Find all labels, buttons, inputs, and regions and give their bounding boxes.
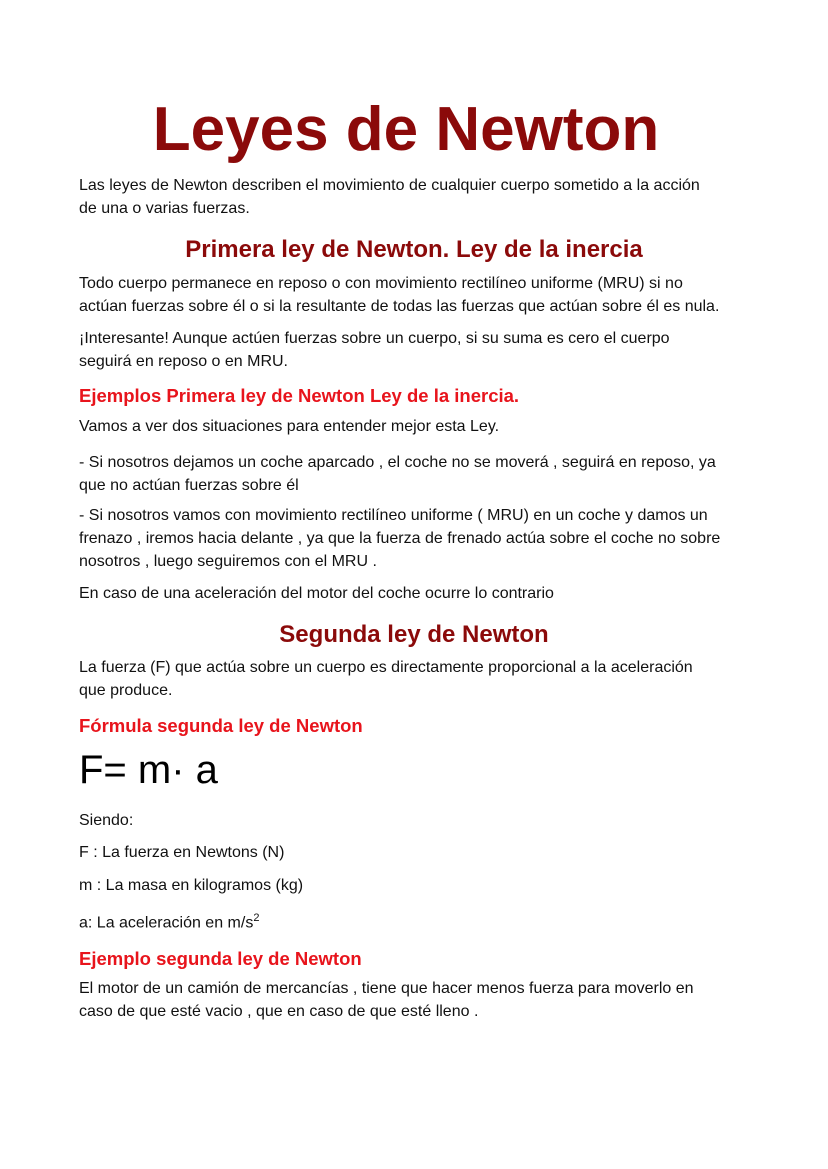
formula: F= m· a bbox=[79, 748, 218, 792]
text-line: F : La fuerza en Newtons (N) bbox=[79, 844, 285, 861]
text-line: Las leyes de Newton describen el movimiento de cualquier cuerpo sometido a la acción bbox=[79, 177, 700, 194]
paragraph bbox=[79, 415, 499, 438]
text-line bbox=[79, 907, 259, 934]
paragraph bbox=[79, 272, 719, 318]
text-line: m : La masa en kilogramos (kg) bbox=[79, 877, 304, 894]
text-line: caso de que esté vacio , que en caso de que esté lleno . bbox=[79, 1003, 479, 1020]
paragraph bbox=[79, 327, 670, 373]
text-line: de una o varias fuerzas. bbox=[79, 200, 250, 217]
text-line: Siendo: bbox=[79, 812, 134, 829]
definition-f bbox=[79, 841, 284, 864]
heading-ejemplo-segunda: Ejemplo segunda ley de Newton bbox=[79, 948, 362, 969]
heading-segunda-ley: Segunda ley de Newton bbox=[279, 621, 549, 648]
intro-paragraph bbox=[79, 174, 700, 220]
definition-a-text: a: La aceleración en m/s bbox=[79, 914, 254, 932]
paragraph bbox=[79, 582, 554, 605]
text-line: Vamos a ver dos situaciones para entender mejor esta Ley. bbox=[79, 418, 500, 435]
text-line: En caso de una aceleración del motor del coche ocurre lo contrario bbox=[79, 585, 554, 602]
heading-ejemplos-primera: Ejemplos Primera ley de Newton Ley de la inercia. bbox=[79, 385, 520, 406]
text-line: seguirá en reposo o en MRU. bbox=[79, 353, 288, 370]
text-line: que produce. bbox=[79, 682, 173, 699]
superscript: 2 bbox=[253, 912, 260, 924]
paragraph bbox=[79, 809, 133, 832]
text-line: frenazo , iremos hacia delante , ya que la fuerza de frenado actúa sobre el coche no sobre bbox=[79, 530, 721, 547]
paragraph bbox=[79, 504, 720, 573]
definition-a bbox=[79, 907, 259, 934]
text-line: - Si nosotros dejamos un coche aparcado , el coche no se moverá , seguirá en reposo, ya bbox=[79, 454, 716, 471]
paragraph bbox=[79, 656, 693, 702]
text-line: Todo cuerpo permanece en reposo o con movimiento rectilíneo uniforme (MRU) si no bbox=[79, 275, 683, 292]
heading-primera-ley: Primera ley de Newton. Ley de la inercia bbox=[185, 236, 643, 263]
text-line: nosotros , luego seguiremos con el MRU . bbox=[79, 553, 377, 570]
text-line: ¡Interesante! Aunque actúen fuerzas sobre un cuerpo, si su suma es cero el cuerpo bbox=[79, 330, 670, 347]
heading-formula: Fórmula segunda ley de Newton bbox=[79, 715, 363, 736]
definition-m bbox=[79, 874, 303, 897]
page-title: Leyes de Newton bbox=[152, 95, 660, 164]
text-line: La fuerza (F) que actúa sobre un cuerpo es directamente proporcional a la aceleración bbox=[79, 659, 693, 676]
text-line: actúan fuerzas sobre él o si la resultante de todas las fuerzas que actúan sobre él es nula. bbox=[79, 298, 720, 315]
paragraph bbox=[79, 451, 716, 497]
text-line: - Si nosotros vamos con movimiento rectilíneo uniforme ( MRU) en un coche y damos un bbox=[79, 507, 708, 524]
text-line: El motor de un camión de mercancías , tiene que hacer menos fuerza para moverlo en bbox=[79, 980, 694, 997]
text-line: que no actúan fuerzas sobre él bbox=[79, 477, 299, 494]
paragraph bbox=[79, 977, 694, 1023]
